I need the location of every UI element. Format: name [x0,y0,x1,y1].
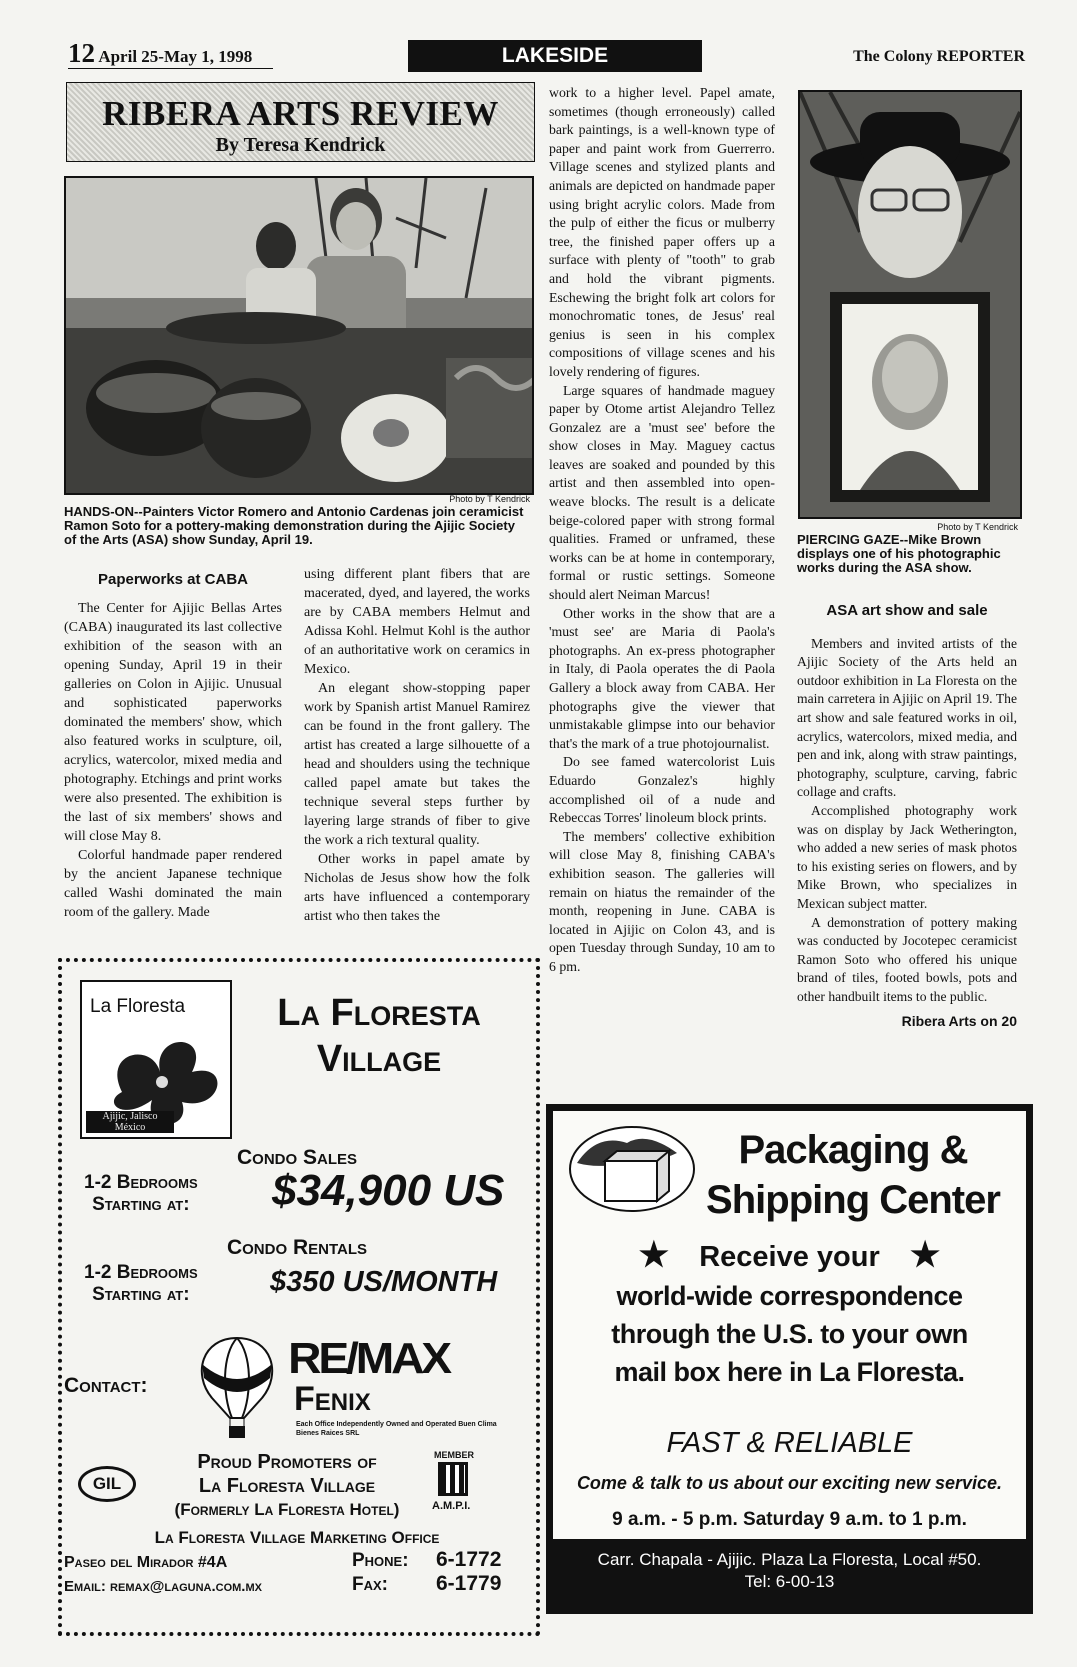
issue-date: April 25-May 1, 1998 [98,47,253,66]
promoters-line1: Proud Promoters of [197,1451,377,1473]
rentals-bedrooms: 1-2 Bedrooms [84,1262,198,1283]
marketing-office: La Floresta Village Marketing Office [154,1528,440,1547]
photo2-credit: Photo by T Kendrick [937,522,1018,532]
sales-bedrooms: 1-2 Bedrooms [84,1172,198,1193]
photo2-caption: PIERCING GAZE--Mike Brown displays one of his photographic works during the ASA show. [797,532,1001,575]
article1-col1-para: The Center for Ajijic Bellas Artes (CABA) inaugurated its last collective exhibition of the season with an opening Sunday, April 19 in their galleries on Colon in Ajijic. Unusual and sophisticated paperworks dominated the members' show, which also featured works in sculpture, oil, acrylics, watercolor, mixed media and photography. Etchings and print works were also presented. The exhibition is the last of six members' shows and will close May 8. [64,601,282,844]
invite-text: Come & talk to us about our exciting new service. [576,1473,1003,1493]
sales-heading: Condo Sales [236,1146,357,1169]
article1-column2 [304,565,530,926]
star-icon: ★ [638,1236,670,1274]
ad-title [234,990,524,1082]
pottery-demo-image [66,178,532,493]
gil-logo [78,1466,136,1502]
section-banner: LAKESIDE [408,40,702,72]
packaging-title-line2: Shipping Center [706,1178,1000,1222]
article1-column3 [549,84,775,977]
shop-tel: Tel: 6-00-13 [744,1572,835,1591]
business-hours: 9 a.m. - 5 p.m. Saturday 9 a.m. to 1 p.m. [612,1509,967,1530]
service-description [553,1277,1026,1391]
logo-subtext: Ajijic, Jalisco México [86,1111,174,1133]
article2-para: Accomplished photography work was on display by Jack Wetherington, who added a new series of mask photos to his existing series on flowers, and by Mike Brown, who specializes in Mexican subject matter. [797,802,1017,911]
article1-col2-para: An elegant show-stopping paper work by Spanish artist Manuel Ramirez can be found in the front gallery. The artist has created a large silhouette of a head and shoulders using the technique called papel amate but takes the technique several steps further by layering large strands of fiber to give the work a rich textural quality. [304,681,530,848]
phone-number: 6-1772 [436,1548,502,1571]
fax-label: Fax: [352,1574,388,1595]
rentals-label [84,1262,198,1306]
article1-column1 [64,570,282,922]
receive-text: Receive your [699,1241,880,1273]
article2-para: A demonstration of pottery making was conducted by Jocotepec ceramicist Ramon Soto who offered his unique brand of tiles, footed bowls, pots and other handbuilt items to the public. [797,914,1017,1004]
ampi-label: A.M.P.I. [432,1500,471,1512]
ad-title-line2: Village [316,1038,442,1080]
photo1-caption: HANDS-ON--Painters Victor Romero and Antonio Cardenas join ceramicist Ramon Soto for a pottery-making demonstration during the Ajijic Society of the Arts (ASA) show Sunday, April 19. [64,504,524,547]
article1-heading: Paperworks at CABA [97,571,249,588]
article1-col3-para: work to a higher level. Papel amate, sometimes (though erroneously) called bark paintings, is a well-known type of paper and paint work from Guerrerro. Village scenes and stylized plants and animals are depicted on handmade paper using bright acrylic colors. Made from the pulp of either the ficus or mulberry tree, the finished paper offers up a surface with plenty of "tooth" to grab and hold the vibrant pigments. Eschewing the bright folk art colors for monochromatic tones, de Jesus' real genius is seen in his complex compositions of village scenes and his lovely rendering of figures. [549,85,775,379]
receive-line [553,1235,1026,1275]
rentals-heading: Condo Rentals [226,1236,368,1259]
remax-note: Each Office Independently Owned and Operated Buen Clima Bienes Raices SRL [296,1421,497,1437]
article1-col3-para: Do see famed watercolorist Luis Eduardo Gonzalez's highly accomplished oil of a nude and Rebeccas Torres' linoleum block prints. [549,754,775,826]
shop-address: Carr. Chapala - Ajijic. Plaza La Floresta, Local #50. [597,1550,982,1569]
contact-label: Contact: [64,1374,148,1397]
article2-column [797,602,1017,1031]
sales-starting: Starting at: [92,1194,190,1215]
address-bar [553,1539,1026,1607]
newspaper-name: The Colony REPORTER [853,48,1025,65]
phone-label: Phone: [352,1550,409,1571]
photo-pottery-demo [64,176,534,495]
promoters [142,1450,432,1522]
article1-col3-para: Other works in the show that are a 'must see' are Maria di Paola's photographs. An ex-press photographer in Italy, di Paola operates the di Paola Gallery a block away from CABA. Her photographs give the viewer that unmistakable glimpse into our behavior that's the mark of a true photojournalist. [549,605,775,751]
promoters-line2: La Floresta Village [198,1475,376,1497]
service-line3: through the U.S. to your own [611,1319,968,1349]
globe-package-icon [567,1123,697,1215]
email-address: Email: remax@laguna.com.mx [64,1578,262,1595]
article2-heading: ASA art show and sale [826,602,988,619]
hot-air-balloon-icon [192,1334,282,1444]
service-line2: world-wide correspondence [616,1281,963,1311]
packaging-title-line1: Packaging & [738,1128,968,1172]
packaging-title [693,1125,1013,1225]
logo-text: La Floresta [90,996,186,1017]
member-label: MEMBER [434,1450,474,1460]
formerly-hotel: (Formerly La Floresta Hotel) [174,1500,400,1519]
page-folio [68,38,252,69]
column-masthead [66,82,535,162]
la-floresta-logo [80,980,232,1139]
byline: By Teresa Kendrick [215,134,386,156]
tagline: FAST & RELIABLE [666,1427,913,1459]
article1-col2-para: using different plant fibers that are macerated, dyed, and layered, the works are by CABA members Helmut and Adissa Kohl. Helmut Kohl is the author of an authoritative work on ceramics in Mexico. [304,567,530,677]
page-number: 12 [68,38,95,68]
ad-packaging-shipping [546,1104,1033,1614]
sales-label [84,1172,198,1216]
photo-mike-brown [798,90,1022,519]
folio-rule [68,68,273,69]
remax-logo: RE/MAX [288,1334,449,1383]
column-title: RIBERA ARTS REVIEW [102,94,499,133]
star-icon: ★ [909,1236,941,1274]
ad-la-floresta-village [58,958,540,1636]
article1-col3-para: The members' collective exhibition will close May 8, finishing CABA's exhibition season. The galleries will remain on hiatus the remainder of the month, reopening in June. CABA is located in Ajijic on Colon 43, and is open Tuesday through Sunday, 10 am to 6 pm. [549,828,775,974]
rentals-price: $350 US/MONTH [270,1266,498,1298]
ad-title-line1: La Floresta [277,992,481,1034]
gil-logo-text: GIL [92,1474,122,1493]
continued-on-page: Ribera Arts on 20 [901,1013,1017,1030]
article1-col3-para: Large squares of handmade maguey paper by Otome artist Alejandro Tellez Gonzalez are a 'must see' before the show closes in May. Maguey cactus leaves are soaked and pounded by this artist and then assembled into open-weave blocks. The result is a delicate beige-colored paper with strong formal qualities. Framed or unframed, these works can be at home in contemporary, formal or rustic settings. Someone should alert Neiman Marcus! [549,382,775,603]
rentals-starting: Starting at: [92,1284,190,1305]
service-line4: mail box here in La Floresta. [614,1357,965,1387]
ampi-logo-icon [438,1462,468,1496]
sales-price: $34,900 US [272,1166,505,1215]
mike-brown-image [800,92,1020,517]
photo1-credit: Photo by T Kendrick [449,494,530,504]
article2-para: Members and invited artists of the Ajijic Society of the Arts held an outdoor exhibition in La Floresta on the main carretera in Ajijic on April 19. The art show and sale featured works in oil, acrylics, watercolors, mixed media, and pen and ink, along with straw paintings, photography, sculpture, carving, fabric collage and crafts. [797,635,1017,800]
office-address: Paseo del Mirador #4A [64,1554,228,1571]
article1-col2-para: Other works in papel amate by Nicholas de Jesus show how the folk arts have influenced a contemporary artist who then takes the [304,852,530,924]
remax-office-name: Fenix [294,1380,371,1418]
article1-col1-para: Colorful handmade paper rendered by the ancient Japanese technique called Washi dominated the main room of the gallery. Made [64,848,282,920]
fax-number: 6-1779 [436,1572,502,1595]
